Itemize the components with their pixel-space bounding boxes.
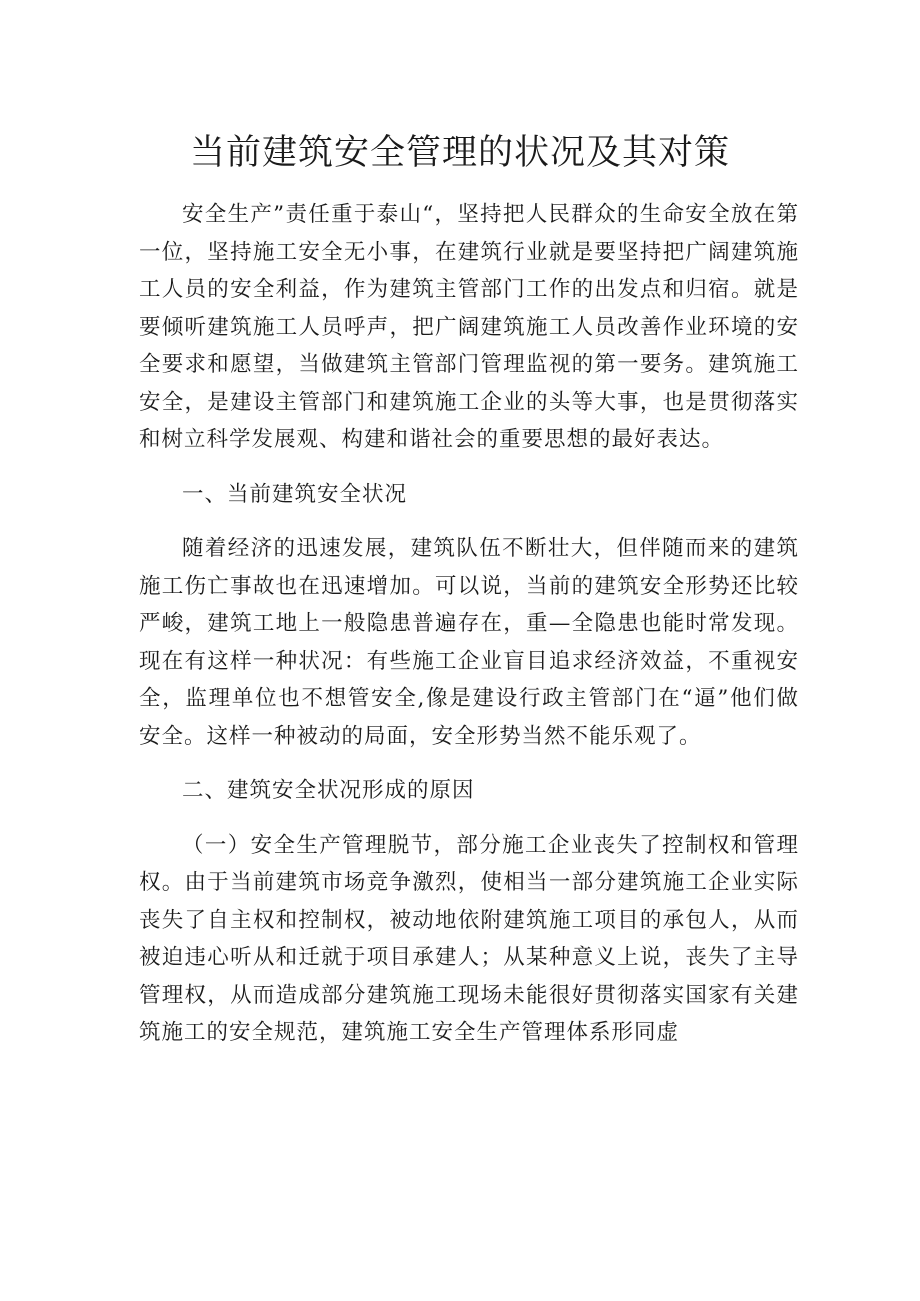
section-1-heading: 一、当前建筑安全状况 (182, 481, 408, 507)
intro-paragraph: 安全生产”责任重于泰山“，坚持把人民群众的生命安全放在第一位，坚持施工安全无小事，在建筑行业就是要坚持把广阔建筑施工人员的安全利益，作为建筑主管部门工作的出发点和归宿。就是要倾听建筑施工人员呼声，把广阔建筑施工人员改善作业环境的安全要求和愿望，当做建筑主管部门管理监视的第一要务。建筑施工安全，是建设主管部门和建筑施工企业的头等大事，也是贯彻落实和树立科学发展观、构建和谐社会的重要思想的最好表达。 (139, 202, 799, 452)
document-body (139, 196, 799, 1052)
section-2-paragraph: （一）安全生产管理脱节，部分施工企业丧失了控制权和管理权。由于当前建筑市场竞争激烈，使相当一部分建筑施工企业实际丧失了自主权和控制权，被动地依附建筑施工项目的承包人，从而被迫违心听从和迁就于项目承建人；从某种意义上说，丧失了主导管理权，从而造成部分建筑施工现场未能很好贯彻落实国家有关建筑施工的安全规范，建筑施工安全生产管理体系形同虚 (139, 832, 799, 1045)
document-title: 当前建筑安全管理的状况及其对策 (189, 133, 730, 173)
section-2-heading: 二、建筑安全状况形成的原因 (182, 778, 475, 803)
section-1-paragraph: 随着经济的迅速发展，建筑队伍不断壮大，但伴随而来的建筑施工伤亡事故也在迅速增加。可以说，当前的建筑安全形势还比较严峻，建筑工地上一般隐患普遍存在，重—全隐患也能时常发现。现在有这样一种状况：有些施工企业盲目追求经济效益，不重视安全，监理单位也不想管安全,像是建设行政主管部门在“逼”他们做安全。这样一种被动的局面，安全形势当然不能乐观了。 (139, 536, 799, 749)
